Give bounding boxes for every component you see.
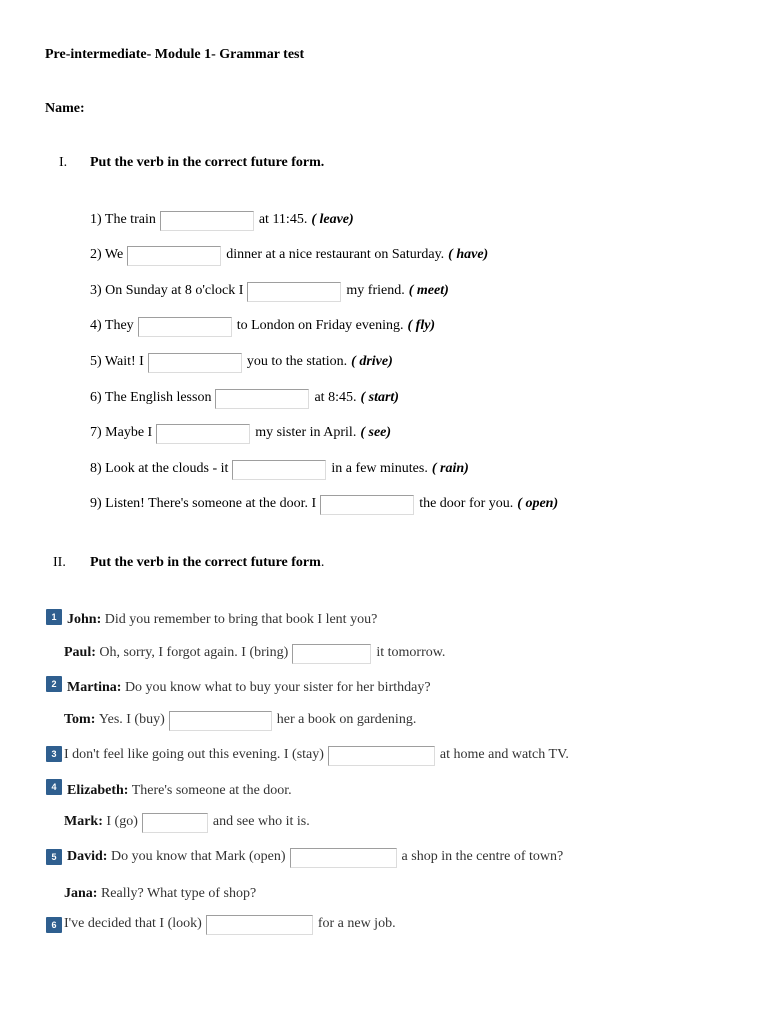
verb-hint: ( fly) (407, 318, 436, 333)
item-text-before: 3) On Sunday at 8 o'clock I (90, 283, 244, 298)
exercise-number-badge-3: 3 (46, 746, 62, 762)
item-text-before: 1) The train (90, 212, 156, 227)
dialogue-text: Did you remember to bring that book I lent you? (104, 612, 378, 627)
dialogue-text-after: and see who it is. (212, 814, 310, 829)
dialogue-text-before: Do you know that Mark (open) (110, 849, 286, 864)
section-1-heading: Put the verb in the correct future form. (90, 155, 325, 170)
speaker-label: Jana: (64, 886, 98, 901)
exercise-item-9 (90, 491, 558, 513)
dialogue-text-after: it tomorrow. (376, 645, 446, 660)
answer-input-5[interactable] (148, 353, 242, 373)
verb-hint: ( open) (517, 496, 559, 511)
answer-input-ii-4[interactable] (142, 813, 208, 833)
answer-input-4[interactable] (138, 317, 232, 337)
dialogue-line-elizabeth (67, 783, 292, 799)
item-text-after: you to the station. (246, 354, 348, 369)
section-2-heading-period: . (320, 555, 325, 570)
section-1-numeral: I. (59, 155, 68, 170)
dialogue-text: Do you know what to buy your sister for her birthday? (124, 680, 431, 695)
speaker-label: Mark: (64, 814, 103, 829)
answer-input-9[interactable] (320, 495, 414, 515)
dialogue-text-before: I don't feel like going out this evening. I (stay) (64, 747, 324, 762)
dialogue-line-martina (67, 680, 431, 696)
dialogue-line-john (67, 612, 377, 628)
speaker-label: Paul: (64, 645, 96, 660)
dialogue-text-before: Yes. I (buy) (98, 712, 165, 727)
item-text-after: in a few minutes. (331, 461, 428, 476)
item-text-after: my sister in April. (255, 425, 357, 440)
answer-input-2[interactable] (127, 246, 221, 266)
item-text-before: 5) Wait! I (90, 354, 144, 369)
dialogue-text-before: I (go) (106, 814, 138, 829)
page-title: Pre-intermediate- Module 1- Grammar test (45, 47, 305, 62)
answer-input-ii-1[interactable] (292, 644, 371, 664)
answer-input-8[interactable] (232, 460, 326, 480)
dialogue-text-before: I've decided that I (look) (64, 916, 202, 931)
exercise-number-badge-6: 6 (46, 917, 62, 933)
exercise-item-3 (90, 278, 449, 300)
exercise-item-5 (90, 349, 393, 371)
answer-input-ii-6[interactable] (206, 915, 313, 935)
speaker-label: Martina: (67, 680, 122, 695)
verb-hint: ( leave) (311, 212, 354, 227)
dialogue-text: There's someone at the door. (131, 783, 292, 798)
section-2-numeral: II. (53, 555, 66, 570)
dialogue-line-3 (64, 742, 569, 764)
item-text-after: my friend. (346, 283, 405, 298)
dialogue-text-before: Oh, sorry, I forgot again. I (bring) (99, 645, 289, 660)
item-text-after: at 11:45. (258, 212, 308, 227)
answer-input-7[interactable] (156, 424, 250, 444)
exercise-item-7 (90, 420, 391, 442)
speaker-label: John: (67, 612, 102, 627)
dialogue-line-david (67, 844, 563, 866)
item-text-after: dinner at a nice restaurant on Saturday. (226, 247, 445, 262)
answer-input-ii-2[interactable] (169, 711, 272, 731)
speaker-label: Tom: (64, 712, 96, 727)
dialogue-line-tom (64, 707, 416, 729)
exercise-item-1 (90, 207, 354, 229)
dialogue-line-mark (64, 809, 310, 831)
dialogue-line-6 (64, 911, 396, 933)
exercise-number-badge-2: 2 (46, 676, 62, 692)
dialogue-text: Really? What type of shop? (100, 886, 257, 901)
dialogue-line-jana (64, 886, 256, 902)
exercise-number-badge-4: 4 (46, 779, 62, 795)
verb-hint: ( rain) (431, 461, 469, 476)
answer-input-ii-3[interactable] (328, 746, 435, 766)
verb-hint: ( meet) (408, 283, 449, 298)
answer-input-ii-5[interactable] (290, 848, 397, 868)
item-text-after: to London on Friday evening. (236, 318, 404, 333)
item-text-after: at 8:45. (314, 390, 357, 405)
speaker-label: Elizabeth: (67, 783, 129, 798)
exercise-item-2 (90, 242, 488, 264)
exercise-item-8 (90, 456, 469, 478)
dialogue-text-after: for a new job. (317, 916, 396, 931)
exercise-item-6 (90, 385, 399, 407)
dialogue-line-paul (64, 640, 445, 662)
verb-hint: ( start) (360, 390, 399, 405)
exercise-item-4 (90, 313, 435, 335)
name-label: Name: (45, 101, 85, 116)
exercise-number-badge-5: 5 (46, 849, 62, 865)
answer-input-6[interactable] (215, 389, 309, 409)
verb-hint: ( have) (448, 247, 489, 262)
answer-input-1[interactable] (160, 211, 254, 231)
item-text-before: 9) Listen! There's someone at the door. I (90, 496, 317, 511)
item-text-before: 7) Maybe I (90, 425, 153, 440)
dialogue-text-after: a shop in the centre of town? (401, 849, 564, 864)
item-text-after: the door for you. (419, 496, 514, 511)
speaker-label: David: (67, 849, 108, 864)
item-text-before: 4) They (90, 318, 134, 333)
section-2-heading (90, 555, 324, 571)
exercise-number-badge-1: 1 (46, 609, 62, 625)
verb-hint: ( see) (360, 425, 392, 440)
answer-input-3[interactable] (247, 282, 341, 302)
dialogue-text-after: her a book on gardening. (276, 712, 417, 727)
dialogue-text-after: at home and watch TV. (439, 747, 569, 762)
item-text-before: 2) We (90, 247, 124, 262)
verb-hint: ( drive) (351, 354, 393, 369)
item-text-before: 6) The English lesson (90, 390, 212, 405)
item-text-before: 8) Look at the clouds - it (90, 461, 229, 476)
section-2-heading-text: Put the verb in the correct future form (90, 555, 321, 570)
